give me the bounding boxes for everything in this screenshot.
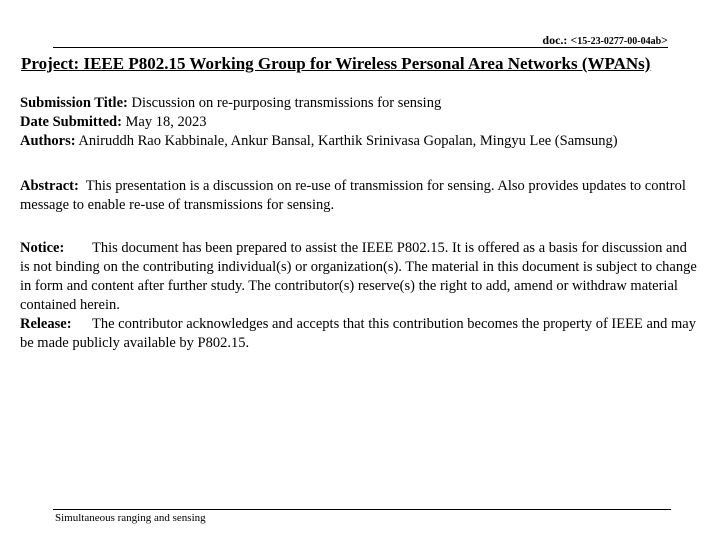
- notice-paragraph: [20, 239, 700, 315]
- document-number: [542, 33, 668, 48]
- notice-label: Notice:: [20, 240, 65, 256]
- footer-text: Simultaneous ranging and sensing: [55, 512, 206, 524]
- abstract-label: Abstract:: [20, 178, 79, 194]
- authors-value: Aniruddh Rao Kabbinale, Ankur Bansal, Karthik Srinivasa Gopalan, Mingyu Lee (Samsung): [78, 133, 618, 149]
- date-submitted-line: [20, 113, 700, 132]
- release-label: Release:: [20, 316, 72, 332]
- authors-label: Authors:: [20, 133, 76, 149]
- project-title: Project: IEEE P802.15 Working Group for Wireless Personal Area Networks (WPANs): [21, 54, 651, 73]
- authors-line: [20, 132, 700, 151]
- release-paragraph: [20, 315, 700, 353]
- doc-prefix: doc.: <: [542, 33, 578, 47]
- abstract-paragraph: [20, 177, 700, 215]
- notice-text: This document has been prepared to assist the IEEE P802.15. It is offered as a basis for discussion and is not binding on the contributing individual(s) or organization(s). The material in this document is subject to change in form and content after further study. The contributor(s) reserve(s) the right to add, amend or withdraw material contained herein.: [20, 240, 697, 313]
- date-submitted-label: Date Submitted:: [20, 114, 122, 130]
- footer-divider: [53, 509, 671, 510]
- date-submitted-value: May 18, 2023: [125, 114, 207, 130]
- submission-meta: [20, 94, 700, 151]
- header-divider: [53, 47, 668, 48]
- doc-number-value: 15-23-0277-00-04ab: [577, 36, 662, 47]
- submission-title-line: [20, 94, 700, 113]
- release-text: The contributor acknowledges and accepts that this contribution becomes the property of IEEE and may be made publicly available by P802.15.: [20, 316, 696, 351]
- submission-title-label: Submission Title:: [20, 95, 128, 111]
- abstract-section: [20, 177, 700, 215]
- doc-suffix: >: [661, 33, 668, 47]
- abstract-text: This presentation is a discussion on re-use of transmission for sensing. Also provides updates to control message to enable re-use of transmissions for sensing.: [20, 178, 686, 213]
- notice-section: [20, 239, 700, 353]
- submission-title-value: Discussion on re-purposing transmissions for sensing: [131, 95, 442, 111]
